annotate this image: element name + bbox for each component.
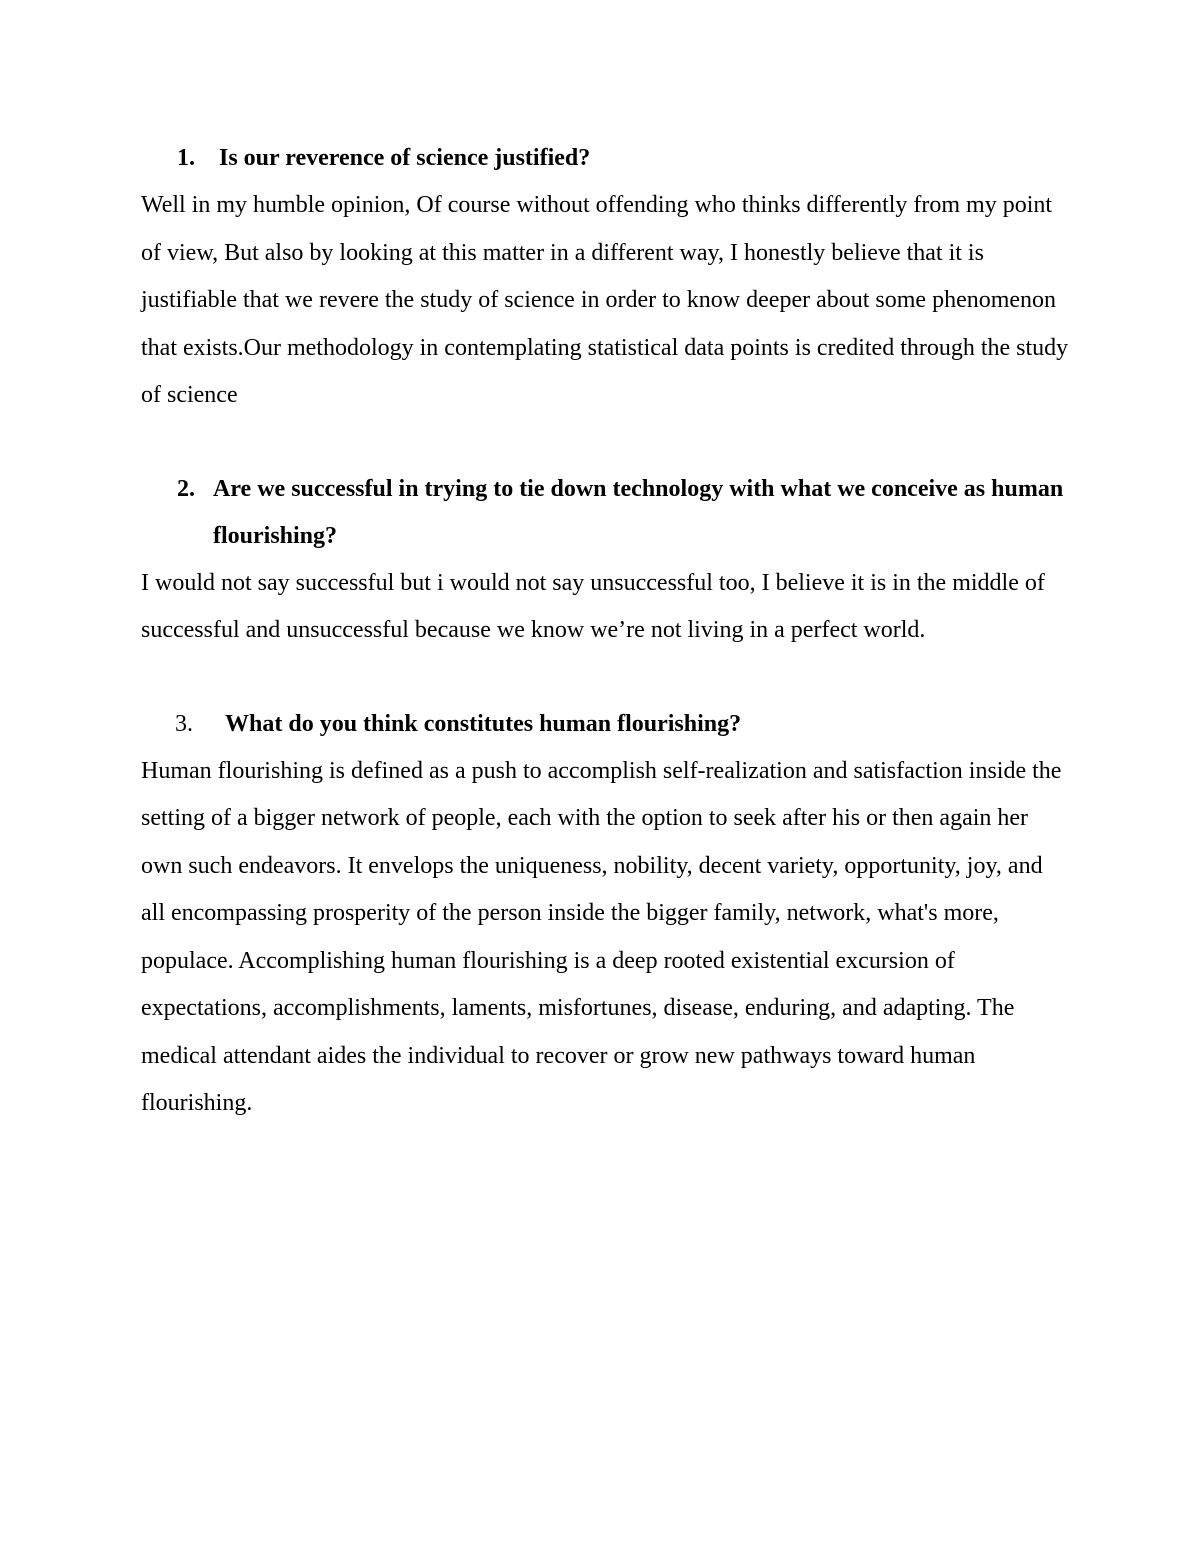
question-2-number: 2.: [177, 475, 195, 502]
document-body: [141, 135, 1071, 1128]
section-spacer: [141, 655, 1071, 701]
question-3-number: 3.: [175, 710, 193, 737]
question-3-text: What do you think constitutes human flourishing?: [225, 710, 742, 737]
question-2: [141, 466, 1071, 560]
question-1: [141, 135, 1071, 182]
answer-1: Well in my humble opinion, Of course without offending who thinks differently from my point of view, But also by looking at this matter in a different way, I honestly believe that it is justifiable that we revere the study of science in order to know deeper about some phenomenon that exists.Our methodology in contemplating statistical data points is credited through the study of science: [141, 192, 1069, 408]
question-1-text: Is our reverence of science justified?: [219, 145, 591, 171]
answer-2: I would not say successful but i would not say unsuccessful too, I believe it is in the middle of successful and unsuccessful because we know we’re not living in a perfect world.: [141, 569, 1045, 643]
question-2-text: Are we successful in trying to tie down technology with what we conceive as human flourishing?: [213, 475, 1064, 549]
section-spacer: [141, 420, 1071, 466]
answer-3: Human flourishing is defined as a push to accomplish self-realization and satisfaction inside the setting of a bigger network of people, each with the option to seek after his or then again her own such endeavors. It envelops the uniqueness, nobility, decent variety, opportunity, joy, and all encompassing prosperity of the person inside the bigger family, network, what's more, populace. Accomplishing human flourishing is a deep rooted existential excursion of expectations, accomplishments, laments, misfortunes, disease, enduring, and adapting. The medical attendant aides the individual to recover or grow new pathways toward human flourishing.: [141, 757, 1062, 1116]
question-1-number: 1.: [177, 145, 195, 171]
question-3: [141, 701, 1071, 748]
